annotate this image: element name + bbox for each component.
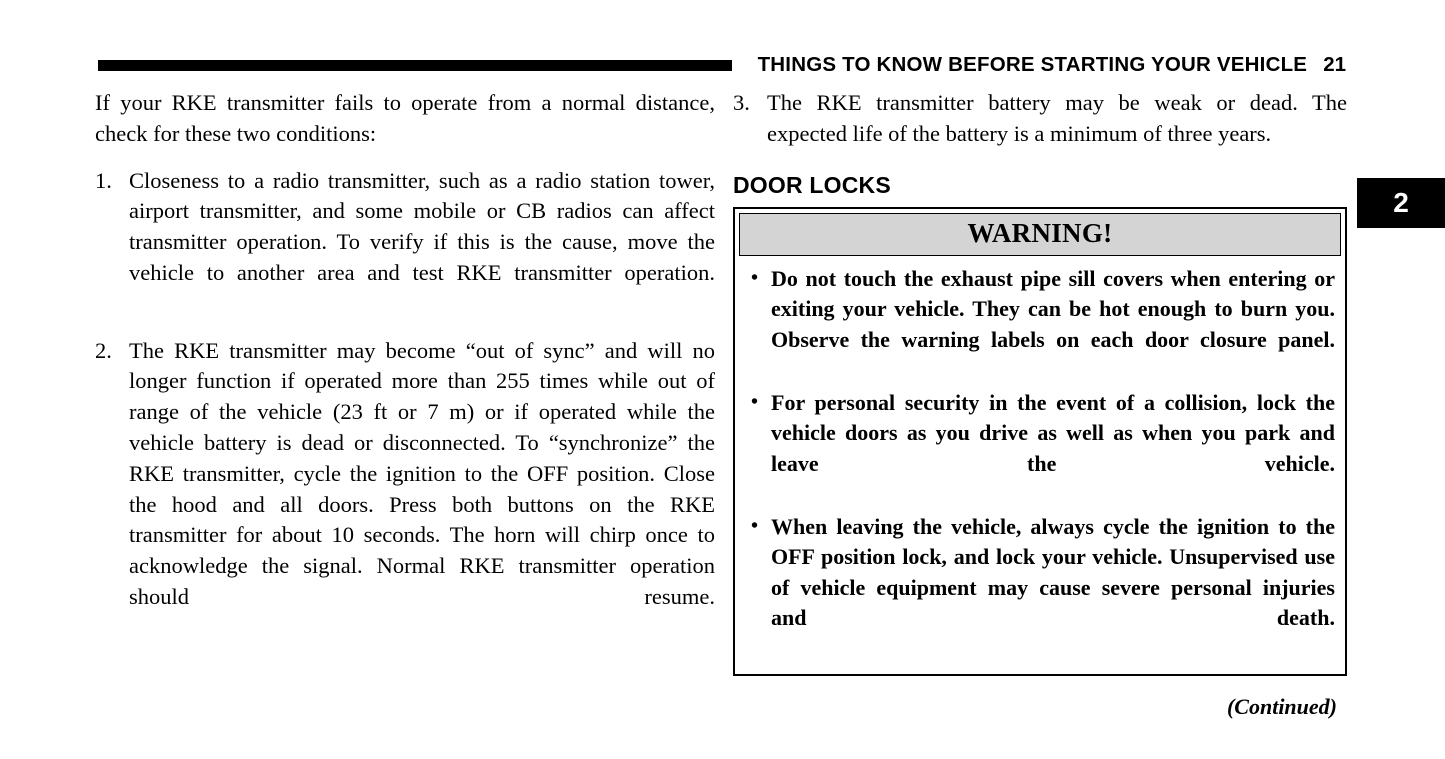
list-item-text: The RKE transmitter battery may be weak or dead. The expected life of the battery is a minimum of three years.: [767, 90, 1347, 146]
warning-bullet-list: [739, 264, 1341, 665]
warning-bullet: [745, 512, 1335, 665]
section-heading-door-locks: DOOR LOCKS: [733, 171, 891, 198]
page-number: 21: [1323, 53, 1346, 76]
bullet-icon: •: [751, 390, 759, 413]
warning-bullet-text: When leaving the vehicle, always cycle the ignition to the OFF position lock, and lock your vehicle. Unsupervised use of vehicle equipment may cause severe personal injuries and death.: [771, 513, 1335, 631]
numbered-list-left: [95, 166, 715, 644]
intro-paragraph: If your RKE transmitter fails to operate from a normal distance, check for these two conditions:: [95, 90, 715, 146]
warning-title: WARNING!: [739, 213, 1341, 256]
list-item-number: 1.: [95, 167, 112, 193]
header-rule: [98, 60, 732, 71]
bullet-icon: •: [751, 266, 759, 289]
bullet-icon: •: [751, 514, 759, 537]
warning-bullet: [745, 264, 1335, 386]
warning-bullet: [745, 388, 1335, 510]
right-column: [733, 88, 1347, 720]
list-item-text: The RKE transmitter may become “out of sync” and will no longer function if operated more than 255 times while out of range of the vehicle (23 ft or 7 m) or if operated while the vehicle battery is dead or disconnected. To “synchronize” the RKE transmitter, cycle the ignition to the OFF position. Close the hood and all doors. Press both buttons on the RKE transmitter for about 10 seconds. The horn will chirp once to acknowledge the signal. Normal RKE transmitter operation should resume.: [129, 337, 715, 609]
list-item-number: 3.: [733, 90, 750, 115]
warning-bullet-text: Do not touch the exhaust pipe sill covers when entering or exiting your vehicle. They can be hot enough to burn you. Observe the warning labels on each door closure panel.: [771, 265, 1335, 352]
warning-box: [733, 207, 1347, 677]
list-item-text: Closeness to a radio transmitter, such as a radio station tower, airport transmitter, and some mobile or CB radios can affect transmitter operation. To verify if this is the cause, move the vehicle to another area and test RKE transmitter operation.: [129, 167, 715, 285]
list-item: [95, 166, 715, 320]
list-item: [733, 88, 1347, 150]
left-column: [95, 88, 715, 660]
continued-label: (Continued): [1226, 694, 1337, 720]
page-header: [98, 52, 1346, 78]
chapter-tab: 2: [1357, 178, 1445, 228]
header-title: THINGS TO KNOW BEFORE STARTING YOUR VEHICLE: [757, 53, 1308, 76]
list-item: [95, 336, 715, 644]
list-item-number: 2.: [95, 337, 112, 363]
warning-bullet-text: For personal security in the event of a collision, lock the vehicle doors as you drive as well as when you park and leave the vehicle.: [771, 389, 1335, 476]
